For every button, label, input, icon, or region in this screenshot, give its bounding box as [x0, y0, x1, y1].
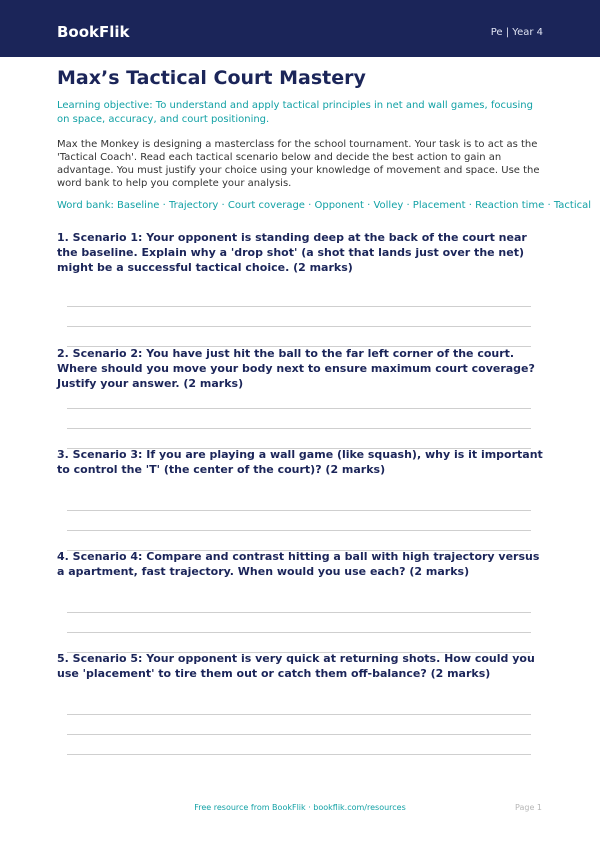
answer-line[interactable]	[67, 530, 531, 531]
page-header	[0, 0, 600, 57]
word-bank: Word bank: Baseline · Trajectory · Court coverage · Opponent · Volley · Placement · Reaction time · Tactical	[57, 200, 592, 211]
answer-line[interactable]	[67, 510, 531, 511]
page-number: Page 1	[515, 803, 542, 812]
answer-line[interactable]	[67, 632, 531, 633]
question-2: 2. Scenario 2: You have just hit the ball to the far left corner of the court. Where should you move your body next to ensure maximum court coverage? Justify your answer. (2 marks)	[57, 347, 535, 390]
question-1: 1. Scenario 1: Your opponent is standing deep at the back of the court near the baseline. Explain why a 'drop shot' (a shot that lands just over the net) might be a successful tactical choice. (2 marks)	[57, 231, 527, 274]
answer-line[interactable]	[67, 408, 531, 409]
answer-line[interactable]	[67, 326, 531, 327]
answer-line[interactable]	[67, 734, 531, 735]
answer-line[interactable]	[67, 428, 531, 429]
answer-line[interactable]	[67, 306, 531, 307]
subject-year-label: Pe | Year 4	[490, 27, 543, 38]
question-4: 4. Scenario 4: Compare and contrast hitting a ball with high trajectory versus a apartment, fast trajectory. When would you use each? (2 marks)	[57, 550, 540, 578]
answer-line[interactable]	[67, 612, 531, 613]
answer-line[interactable]	[67, 754, 531, 755]
worksheet-title: Max’s Tactical Court Mastery	[57, 67, 366, 89]
learning-objective: Learning objective: To understand and apply tactical principles in net and wall games, focusing on space, accuracy, and court positioning.	[57, 100, 533, 125]
intro-paragraph: Max the Monkey is designing a masterclass for the school tournament. Your task is to act as the 'Tactical Coach'. Read each tactical scenario below and decide the best action to gain an advantage. You must justify your choice using your knowledge of movement and space. Use the word bank to help you complete your analysis.	[57, 139, 540, 189]
question-3: 3. Scenario 3: If you are playing a wall game (like squash), why is it important to control the 'T' (the center of the court)? (2 marks)	[57, 448, 543, 476]
question-5: 5. Scenario 5: Your opponent is very quick at returning shots. How could you use 'placement' to tire them out or catch them off-balance? (2 marks)	[57, 652, 535, 680]
brand-logo[interactable]: BookFlik	[57, 23, 130, 41]
footer-credit[interactable]: Free resource from BookFlik · bookflik.com/resources	[194, 803, 406, 812]
answer-line[interactable]	[67, 714, 531, 715]
